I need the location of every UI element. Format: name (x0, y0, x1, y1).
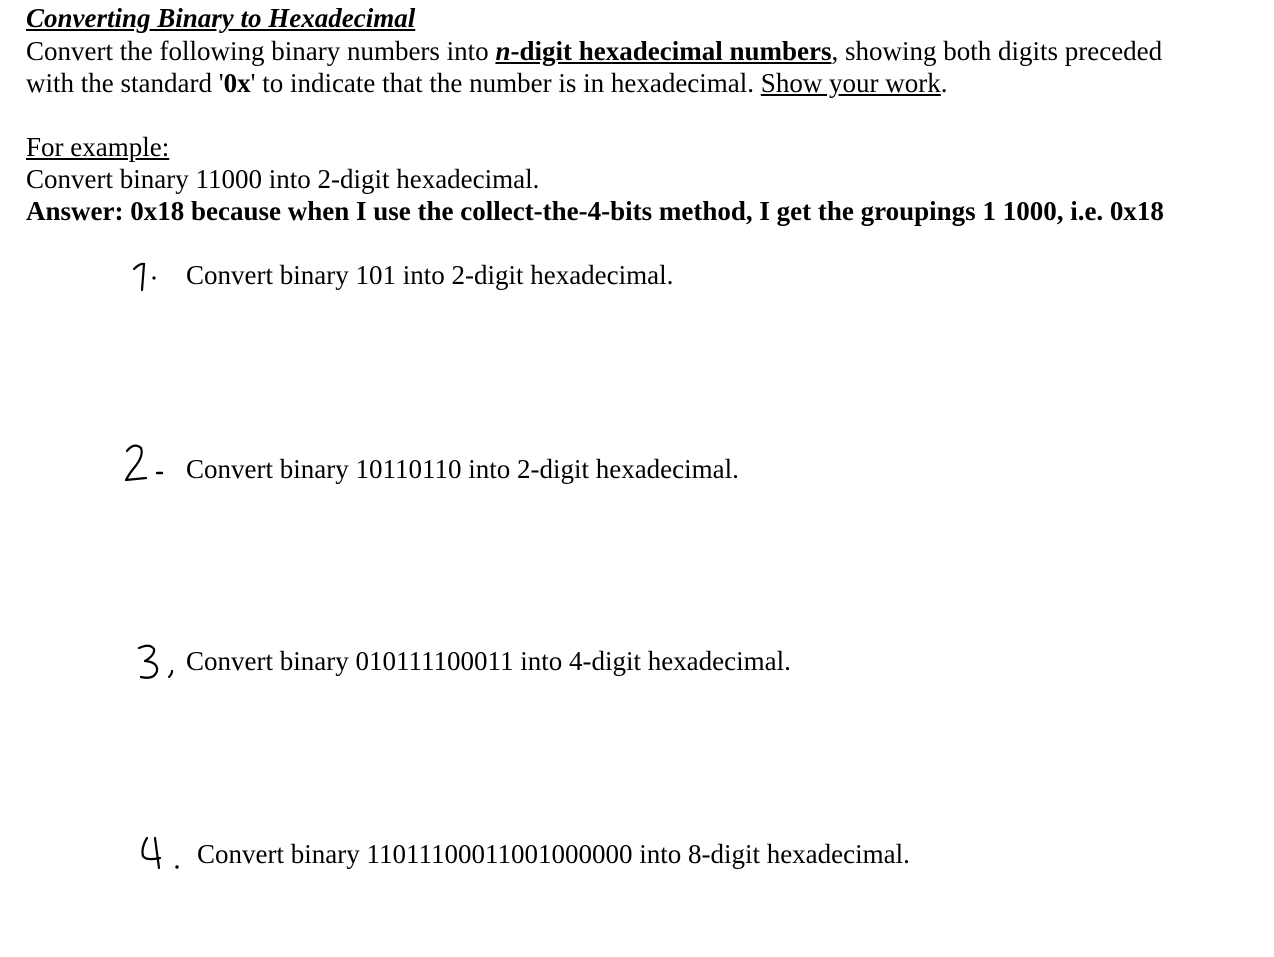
emphasis-n: n (495, 36, 511, 66)
instructions-text-a: with the standard ' (26, 68, 224, 98)
handwritten-1-icon (130, 260, 170, 296)
question-2: Convert binary 10110110 into 2-digit hexadecimal. (186, 454, 739, 484)
hex-prefix: 0x (223, 68, 251, 98)
example-heading: For example: (26, 132, 170, 162)
page-title: Converting Binary to Hexadecimal (26, 3, 416, 33)
question-3: Convert binary 010111100011 into 4-digit hexadecimal. (186, 646, 791, 676)
instructions-text-b: ' to indicate that the number is in hexadecimal. (250, 68, 761, 98)
example-answer: Answer: 0x18 because when I use the collect-the-4-bits method, I get the groupings 1 1000, i.e. 0x18 (26, 196, 1164, 226)
question-4: Convert binary 11011100011001000000 into 8-digit hexadecimal. (197, 839, 910, 869)
handwritten-number-4 (138, 834, 190, 876)
instructions-text: Convert the following binary numbers into (26, 36, 496, 66)
handwritten-4-icon (138, 834, 190, 876)
handwritten-number-1 (130, 260, 170, 296)
emphasis-n-digit (495, 36, 831, 66)
instructions-period: . (940, 68, 948, 98)
handwritten-number-2 (122, 442, 168, 484)
example-question: Convert binary 11000 into 2-digit hexadecimal. (26, 164, 540, 194)
question-1: Convert binary 101 into 2-digit hexadecimal. (186, 260, 674, 290)
instructions-line-1 (26, 35, 1162, 67)
instructions-text-cont: , showing both digits preceded (831, 36, 1163, 66)
handwritten-number-3 (136, 643, 182, 685)
handwritten-2-icon (122, 442, 168, 484)
instructions-line-2 (26, 67, 948, 99)
emphasis-rest: -digit hexadecimal numbers (510, 36, 832, 66)
show-your-work: Show your work (760, 68, 941, 98)
handwritten-3-icon (136, 643, 182, 685)
